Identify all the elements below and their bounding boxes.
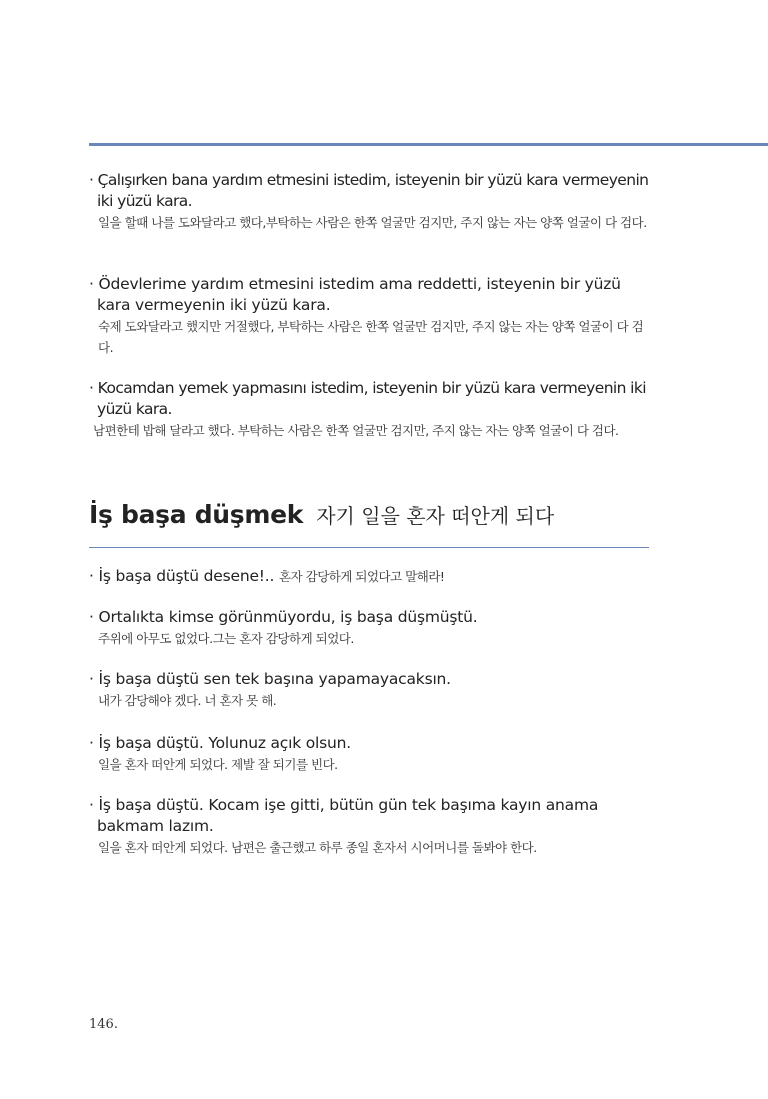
example-entry-3 <box>89 378 649 441</box>
top-rule <box>89 143 768 146</box>
korean-translation: 일을 할때 나를 도와달라고 했다,부탁하는 사람은 한쪽 얼굴만 검지만, 주지 않는 자는 양쪽 얼굴이 다 검다. <box>98 215 647 230</box>
korean-translation: 혼자 감당하게 되었다고 말해라! <box>279 569 445 584</box>
turkish-sentence: · Çalışırken bana yardım etmesini istedim, isteyenin bir yüzü kara vermeyenin iki yüzü kara. <box>89 171 649 210</box>
turkish-sentence: · İş başa düştü. Yolunuz açık olsun. <box>89 734 351 752</box>
section-rule <box>89 547 649 548</box>
heading-meaning: 자기 일을 혼자 떠안게 되다 <box>316 504 555 528</box>
idiom-entry-3 <box>89 669 649 711</box>
turkish-sentence: · İş başa düştü. Kocam işe gitti, bütün gün tek başıma kayın anama bakmam lazım. <box>89 796 599 835</box>
turkish-sentence: · İş başa düştü desene!.. 혼자 감당하게 되었다고 말해라! <box>89 567 445 585</box>
korean-translation: 숙제 도와달라고 했지만 거절했다, 부탁하는 사람은 한쪽 얼굴만 검지만, 주지 않는 자는 양쪽 얼굴이 다 검다. <box>98 319 644 355</box>
idiom-entry-4 <box>89 733 649 775</box>
page-number: 146. <box>89 1017 118 1032</box>
turkish-sentence: · İş başa düştü sen tek başına yapamayacaksın. <box>89 670 451 688</box>
idiom-entry-2 <box>89 607 649 649</box>
korean-translation: 일을 혼자 떠안게 되었다. 제발 잘 되기를 빈다. <box>98 757 338 772</box>
turkish-sentence: · Ödevlerime yardım etmesini istedim ama reddetti, isteyenin bir yüzü kara vermeyenin iki yüzü kara. <box>89 275 621 314</box>
example-entry-2 <box>89 274 649 358</box>
korean-translation: 주위에 아무도 없었다.그는 혼자 감당하게 되었다. <box>98 631 354 646</box>
idiom-entry-5 <box>89 795 649 858</box>
idiom-entry-1 <box>89 566 649 587</box>
turkish-sentence: · Kocamdan yemek yapmasını istedim, isteyenin bir yüzü kara vermeyenin iki yüzü kara. <box>89 379 646 418</box>
section-heading <box>89 500 554 529</box>
korean-translation: 남편한테 밥해 달라고 했다. 부탁하는 사람은 한쪽 얼굴만 검지만, 주지 않는 자는 양쪽 얼굴이 다 검다. <box>93 423 619 438</box>
korean-translation: 일을 혼자 떠안게 되었다. 남편은 출근했고 하루 종일 혼자서 시어머니를 돌봐야 한다. <box>98 840 537 855</box>
turkish-sentence: · Ortalıkta kimse görünmüyordu, iş başa düşmüştü. <box>89 608 478 626</box>
heading-idiom: İş başa düşmek <box>89 500 304 529</box>
korean-translation: 내가 감당해야 겠다. 너 혼자 못 해. <box>98 693 277 708</box>
example-entry-1 <box>89 170 649 233</box>
